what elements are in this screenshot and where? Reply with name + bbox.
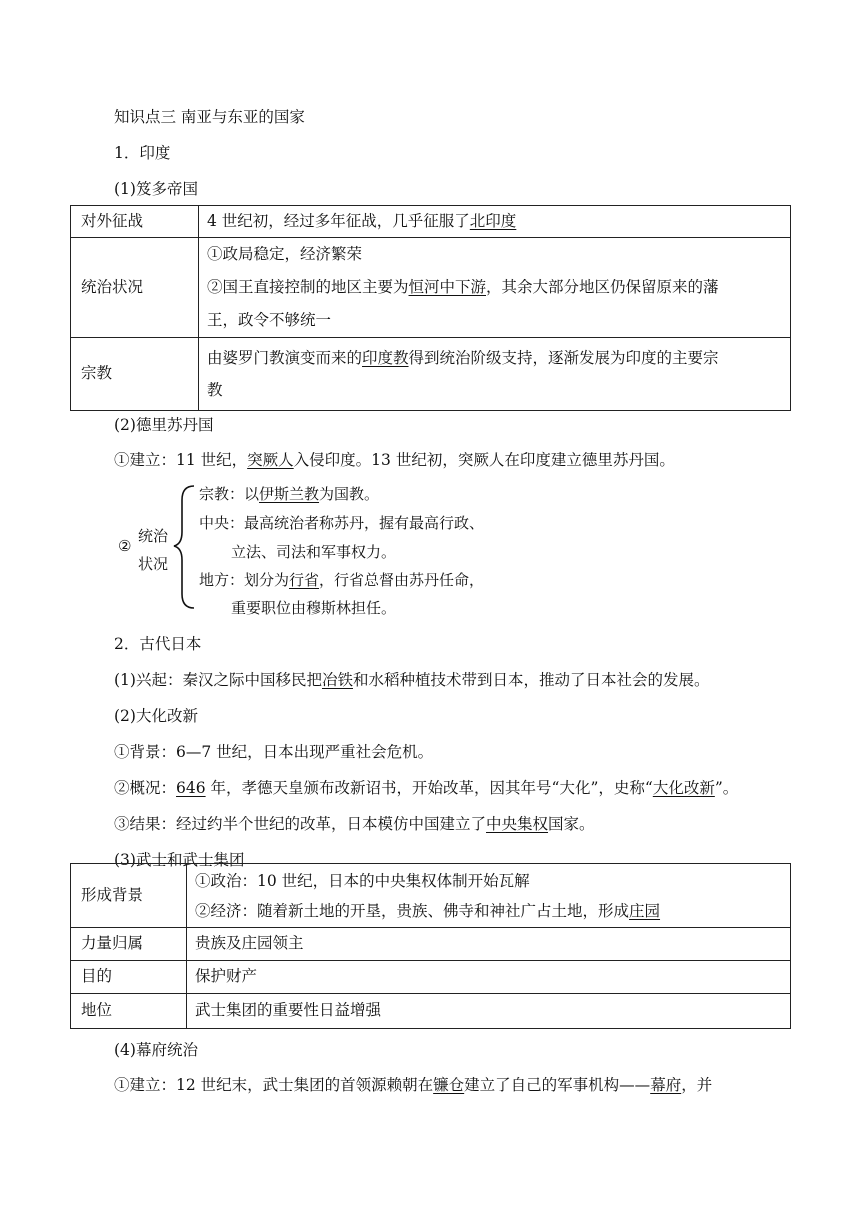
row-label: 力量归属	[71, 928, 187, 961]
diagram-religion: 宗教：以伊斯兰教为国教。	[199, 485, 380, 503]
row-value: ①政治：10 世纪，日本的中央集权体制开始瓦解 ②经济：随着新土地的开垦，贵族、佛寺和神社广占土地，形成庄园	[187, 864, 791, 928]
shogunate-establishment: ①建立：12 世纪末，武士集团的首领源赖朝在镰仓建立了自己的军事机构——幕府，并	[114, 1076, 713, 1094]
section-title-india: 1．印度	[114, 144, 171, 162]
row-value: 4 世纪初，经过多年征战，几乎征服了北印度	[199, 206, 791, 238]
taika-overview: ②概况：646 年，孝德天皇颁布改新诏书，开始改革，因其年号“大化”，史称“大化改新”。	[114, 779, 739, 797]
row-label: 目的	[71, 961, 187, 994]
subsection-gupta: (1)笈多帝国	[114, 180, 198, 198]
table-row	[71, 206, 791, 238]
diagram-local-1: 地方：划分为行省，行省总督由苏丹任命，	[199, 571, 485, 589]
row-label: 形成背景	[71, 864, 187, 928]
subsection-taika: (2)大化改新	[114, 707, 198, 725]
diagram-marker: ②	[118, 537, 132, 555]
table-row	[71, 961, 791, 994]
table-row	[71, 338, 791, 411]
diagram-central-2: 立法、司法和军事权力。	[231, 543, 397, 561]
subsection-shogunate: (4)幕府统治	[114, 1041, 198, 1059]
row-label: 宗教	[71, 338, 199, 411]
diagram-central-1: 中央：最高统治者称苏丹，握有最高行政、	[199, 514, 485, 532]
taika-background: ①背景：6—7 世纪，日本出现严重社会危机。	[114, 743, 434, 761]
section-title-japan: 2．古代日本	[114, 635, 202, 653]
row-label: 统治状况	[71, 238, 199, 338]
table-row	[71, 994, 791, 1029]
table-row	[71, 928, 791, 961]
diagram-local-2: 重要职位由穆斯林担任。	[231, 599, 397, 617]
row-value: 武士集团的重要性日益增强	[187, 994, 791, 1029]
row-label: 地位	[71, 994, 187, 1029]
section-heading: 知识点三 南亚与东亚的国家	[114, 108, 305, 126]
row-label: 对外征战	[71, 206, 199, 238]
samurai-table	[70, 863, 791, 1029]
row-value: 贵族及庄园领主	[187, 928, 791, 961]
diagram-group-label-2: 状况	[138, 555, 169, 573]
delhi-establishment: ①建立：11 世纪，突厥人入侵印度。13 世纪初，突厥人在印度建立德里苏丹国。	[114, 451, 675, 469]
diagram-group-label-1: 统治	[138, 527, 169, 545]
gupta-table	[70, 205, 791, 411]
subsection-samurai: (3)武士和武士集团	[114, 851, 245, 869]
row-value: 由婆罗门教演变而来的印度教得到统治阶级支持，逐渐发展为印度的主要宗 教	[199, 338, 791, 411]
table-row	[71, 864, 791, 928]
japan-rise: (1)兴起：秦汉之际中国移民把冶铁和水稻种植技术带到日本，推动了日本社会的发展。	[114, 671, 710, 689]
row-value: 保护财产	[187, 961, 791, 994]
curly-brace	[170, 482, 200, 612]
row-value: ①政局稳定，经济繁荣 ②国王直接控制的地区主要为恒河中下游，其余大部分地区仍保留原来的藩 王，政令不够统一	[199, 238, 791, 338]
table-row	[71, 238, 791, 338]
subsection-delhi: (2)德里苏丹国	[114, 416, 214, 434]
taika-result: ③结果：经过约半个世纪的改革，日本模仿中国建立了中央集权国家。	[114, 815, 595, 833]
